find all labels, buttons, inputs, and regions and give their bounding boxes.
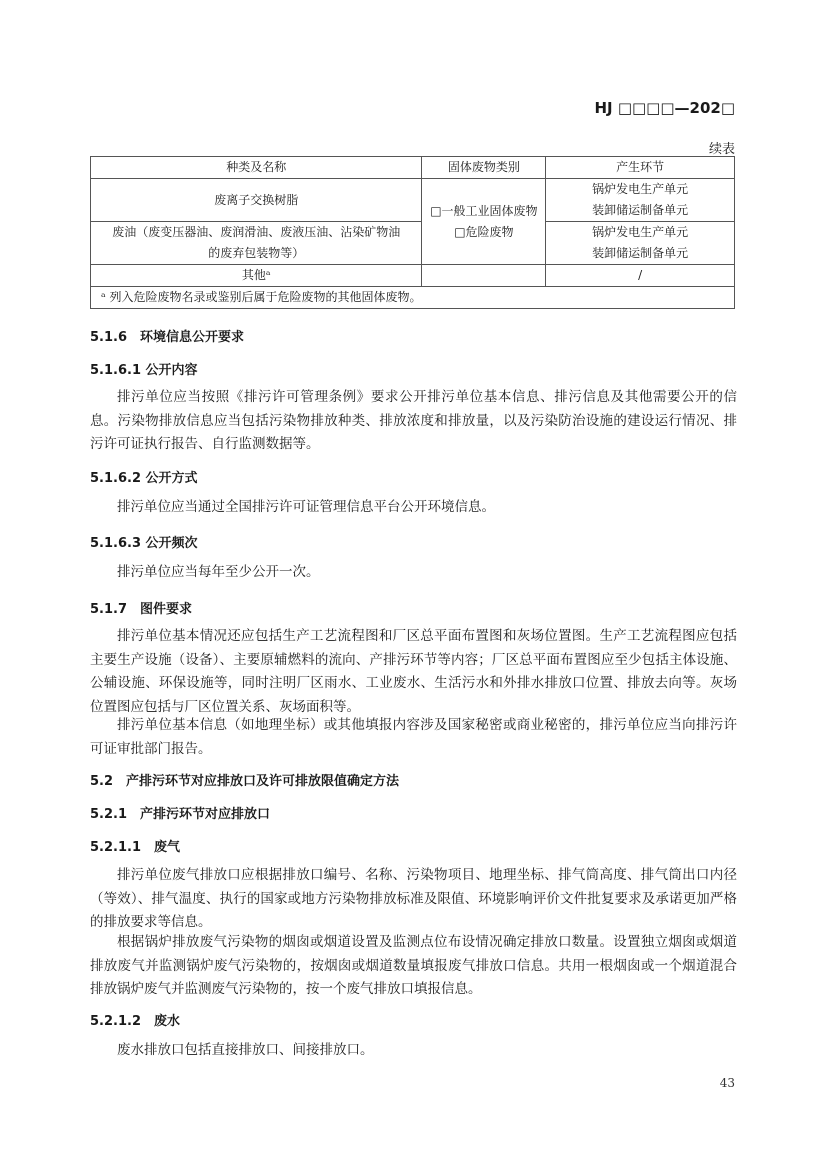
waste-name-cell	[91, 222, 422, 265]
waste-name-cell: 其他ᵃ	[91, 265, 422, 287]
waste-name-line: 废油（废变压器油、废润滑油、废液压油、沾染矿物油	[112, 225, 401, 239]
waste-name-cell: 废离子交换树脂	[91, 179, 422, 222]
section-heading: 5.2.1 产排污环节对应排放口	[90, 807, 271, 822]
stage-cell	[546, 222, 735, 265]
paragraph: 排污单位应当通过全国排污许可证管理信息平台公开环境信息。	[117, 499, 495, 515]
section-heading: 5.2.1.1 废气	[90, 840, 180, 855]
section-heading: 5.1.6.2 公开方式	[90, 471, 198, 486]
section-heading: 5.1.6 环境信息公开要求	[90, 330, 245, 345]
stage-line: 锅炉发电生产单元	[592, 225, 689, 239]
paragraph: 废水排放口包括直接排放口、间接排放口。	[117, 1042, 374, 1058]
section-heading: 5.1.6.3 公开频次	[90, 536, 198, 551]
section-heading: 5.2 产排污环节对应排放口及许可排放限值确定方法	[90, 774, 400, 789]
stage-line: 装卸储运制备单元	[592, 203, 689, 217]
paragraph: 排污单位废气排放口应根据排放口编号、名称、污染物项目、地理坐标、排气筒高度、排气筒出口内径（等效）、排气温度、执行的国家或地方污染物排放标准及限值、环境影响评价文件批复要求及承诺更加严格的排放要求等信息。	[90, 867, 737, 930]
column-header: 产生环节	[546, 157, 735, 179]
paragraph: 根据锅炉排放废气污染物的烟囱或烟道设置及监测点位布设情况确定排放口数量。设置独立烟囱或烟道排放废气并监测锅炉废气污染物的，按烟囱或烟道数量填报废气排放口信息。共用一根烟囱或一个烟道混合排放锅炉废气并监测废气污染物的，按一个废气排放口填报信息。	[90, 934, 737, 997]
column-header: 种类及名称	[91, 157, 422, 179]
paragraph: 排污单位基本情况还应包括生产工艺流程图和厂区总平面布置图和灰场位置图。生产工艺流程图应包括主要生产设施（设备）、主要原辅燃料的流向、产排污环节等内容；厂区总平面布置图应至少包括主体设施、公辅设施、环保设施等，同时注明厂区雨水、工业废水、生活污水和外排水排放口位置、排放去向等。灰场位置图应包括与厂区位置关系、灰场面积等。	[90, 628, 737, 715]
standard-code: HJ □□□□—202□	[594, 99, 735, 117]
section-heading: 5.1.7 图件要求	[90, 602, 193, 617]
category-option-hazardous: □危险废物	[454, 224, 514, 239]
waste-category-cell	[422, 179, 546, 265]
table-continued-label: 续表	[708, 142, 735, 157]
stage-cell: /	[546, 265, 735, 287]
section-heading: 5.2.1.2 废水	[90, 1014, 180, 1029]
table-footnote-row	[91, 287, 735, 309]
stage-cell	[546, 179, 735, 222]
paragraph: 排污单位应当每年至少公开一次。	[117, 564, 320, 580]
table-row	[91, 179, 735, 222]
paragraph: 排污单位基本信息（如地理坐标）或其他填报内容涉及国家秘密或商业秘密的，排污单位应当向排污许可证审批部门报告。	[90, 717, 737, 757]
solid-waste-table	[90, 156, 735, 309]
paragraph: 排污单位应当按照《排污许可管理条例》要求公开排污单位基本信息、排污信息及其他需要公开的信息。污染物排放信息应当包括污染物排放种类、排放浓度和排放量，以及污染防治设施的建设运行情况、排污许可证执行报告、自行监测数据等。	[90, 389, 737, 452]
table-row	[91, 265, 735, 287]
table-footnote: ᵃ 列入危险废物名录或鉴别后属于危险废物的其他固体废物。	[91, 287, 735, 309]
table-header-row	[91, 157, 735, 179]
column-header: 固体废物类别	[422, 157, 546, 179]
table-row	[91, 222, 735, 265]
stage-line: 装卸储运制备单元	[592, 246, 689, 260]
category-option-general: □一般工业固体废物	[430, 203, 538, 218]
stage-line: 锅炉发电生产单元	[592, 182, 689, 196]
page-number: 43	[719, 1076, 735, 1090]
waste-name-line: 的废弃包装物等）	[208, 246, 305, 260]
section-heading: 5.1.6.1 公开内容	[90, 363, 198, 378]
waste-category-cell	[422, 265, 546, 287]
